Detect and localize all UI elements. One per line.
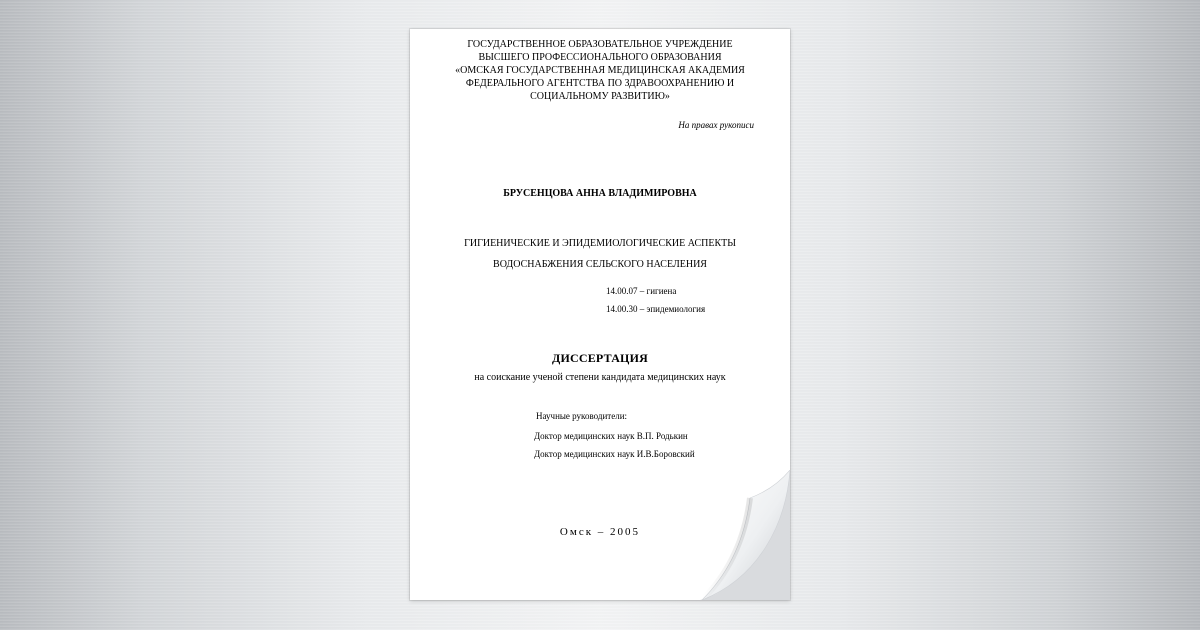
city-year: Омск – 2005: [559, 526, 641, 538]
institution-line: «ОМСКАЯ ГОСУДАРСТВЕННАЯ МЕДИЦИНСКАЯ АКАДЕМИЯ: [455, 65, 745, 76]
supervisor: Доктор медицинских наук И.В.Боровский: [534, 449, 695, 459]
author-name: БРУСЕНЦОВА АННА ВЛАДИМИРОВНА: [503, 188, 697, 199]
degree-line: на соискание ученой степени кандидата медицинских наук: [474, 372, 726, 383]
specialty-code: 14.00.30 – эпидемиология: [606, 304, 706, 314]
document-page: [410, 29, 790, 600]
title-line: ГИГИЕНИЧЕСКИЕ И ЭПИДЕМИОЛОГИЧЕСКИЕ АСПЕКТЫ: [464, 238, 736, 249]
supervisor: Доктор медицинских наук В.П. Родькин: [534, 431, 688, 441]
institution-header: [410, 38, 790, 103]
rights-note: На правах рукописи: [678, 120, 754, 130]
institution-line: ГОСУДАРСТВЕННОЕ ОБРАЗОВАТЕЛЬНОЕ УЧРЕЖДЕНИЕ: [467, 39, 733, 50]
work-type: ДИССЕРТАЦИЯ: [551, 351, 648, 365]
page-curl-icon: [700, 470, 790, 600]
title-line: ВОДОСНАБЖЕНИЯ СЕЛЬСКОГО НАСЕЛЕНИЯ: [493, 259, 707, 270]
supervisors-label: Научные руководители:: [536, 411, 628, 421]
institution-line: СОЦИАЛЬНОМУ РАЗВИТИЮ»: [530, 91, 670, 102]
institution-line: ФЕДЕРАЛЬНОГО АГЕНТСТВА ПО ЗДРАВООХРАНЕНИЮ И: [465, 78, 735, 89]
dissertation-title: [410, 233, 790, 275]
specialty-code: 14.00.07 – гигиена: [606, 286, 677, 296]
institution-line: ВЫСШЕГО ПРОФЕССИОНАЛЬНОГО ОБРАЗОВАНИЯ: [478, 52, 722, 63]
